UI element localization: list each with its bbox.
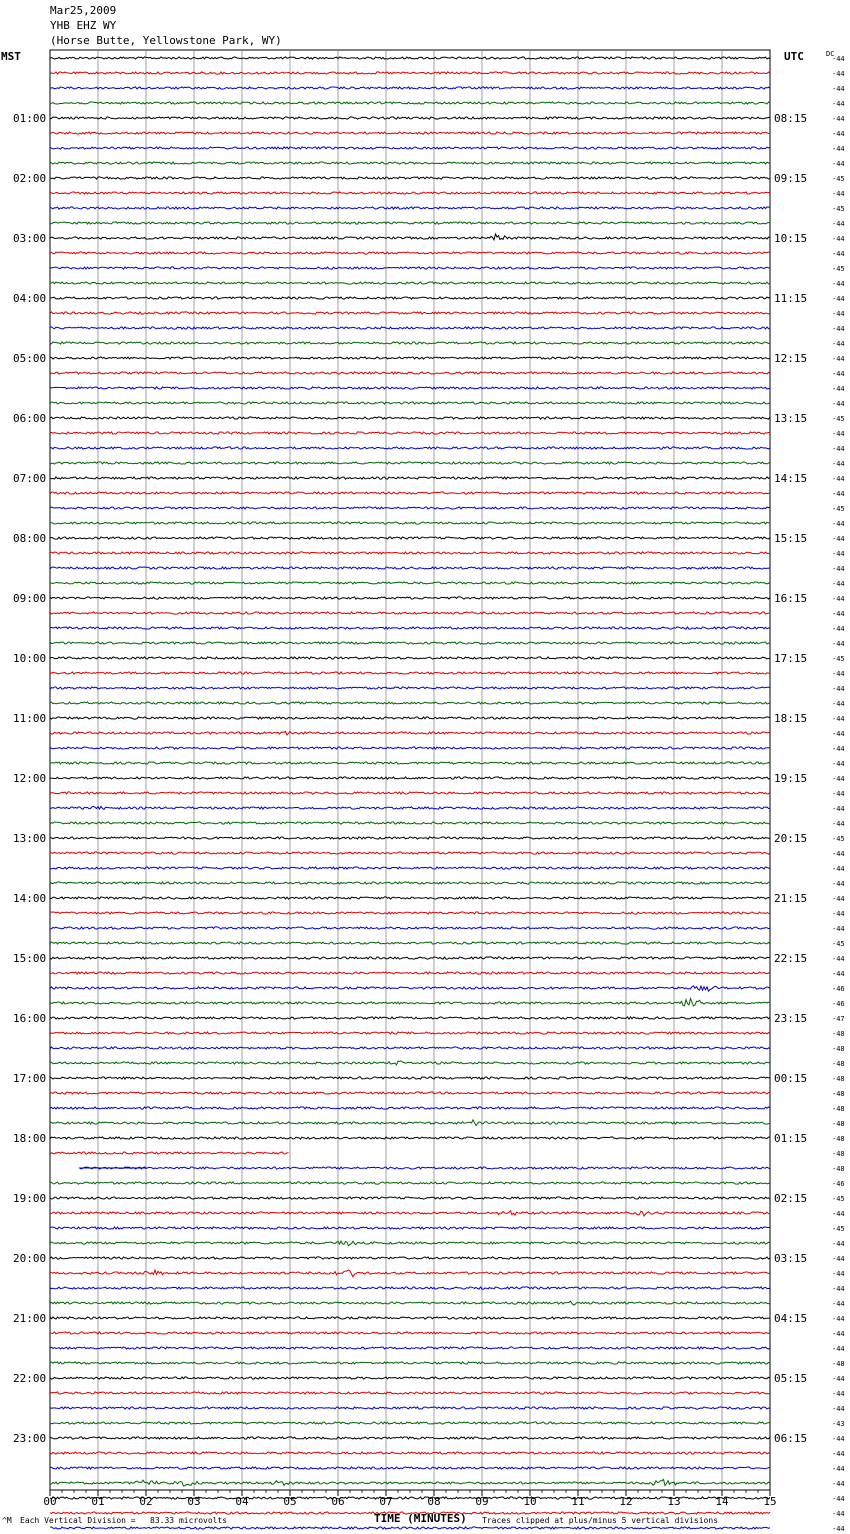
seismic-trace <box>50 597 770 599</box>
seismic-trace <box>50 837 770 839</box>
seismic-trace <box>50 687 770 689</box>
dc-offset-label: -48 <box>832 1060 845 1068</box>
dc-offset-label: -44 <box>832 1270 845 1278</box>
seismic-trace <box>50 1437 770 1439</box>
dc-offset-label: -44 <box>832 1210 845 1218</box>
hour-label-left: 16:00 <box>13 1012 47 1025</box>
dc-offset-label: -44 <box>832 85 845 93</box>
dc-offset-label: -44 <box>832 325 845 333</box>
hour-label-left: 10:00 <box>13 652 47 665</box>
hour-label-left: 01:00 <box>13 112 47 125</box>
seismic-trace <box>50 1152 289 1154</box>
dc-offset-label: -44 <box>832 745 845 753</box>
dc-offset-label: -44 <box>832 55 845 63</box>
hour-label-left: 22:00 <box>13 1372 47 1385</box>
hour-label-right: 16:15 <box>774 592 808 605</box>
x-tick-label: 03 <box>187 1495 201 1508</box>
hour-label-left: 13:00 <box>13 832 47 845</box>
seismic-trace <box>50 402 770 404</box>
seismic-trace <box>50 897 770 899</box>
hour-label-right: 10:15 <box>774 232 808 245</box>
hour-label-right: 21:15 <box>774 892 808 905</box>
x-tick-label: 01 <box>91 1495 105 1508</box>
dc-offset-label: -44 <box>832 370 845 378</box>
seismic-trace <box>50 234 770 240</box>
hour-label-left: 07:00 <box>13 472 47 485</box>
seismic-trace <box>50 1077 770 1079</box>
dc-offset-label: -44 <box>832 865 845 873</box>
dc-offset-label: -44 <box>832 895 845 903</box>
dc-offset-label: -48 <box>832 1045 845 1053</box>
seismic-trace <box>50 627 770 629</box>
dc-offset-label: -44 <box>832 1345 845 1353</box>
dc-offset-label: -44 <box>832 310 845 318</box>
seismic-trace <box>50 1527 770 1529</box>
x-tick-label: 11 <box>571 1495 585 1508</box>
seismic-trace <box>50 447 770 449</box>
dc-offset-label: -44 <box>832 1240 845 1248</box>
dc-offset-label: -48 <box>832 1360 845 1368</box>
hour-label-left: 17:00 <box>13 1072 47 1085</box>
seismic-trace <box>50 806 770 809</box>
seismic-trace <box>50 192 770 194</box>
hour-label-left: 15:00 <box>13 952 47 965</box>
seismic-trace <box>50 1287 770 1289</box>
hour-label-right: 08:15 <box>774 112 808 125</box>
seismic-trace <box>50 492 770 494</box>
seismic-trace <box>50 1032 770 1034</box>
dc-offset-label: -44 <box>832 445 845 453</box>
dc-offset-label: -45 <box>832 1225 845 1233</box>
dc-offset-label: -44 <box>832 925 845 933</box>
x-tick-label: 06 <box>331 1495 345 1508</box>
x-axis-label: TIME (MINUTES) <box>374 1512 467 1525</box>
hour-label-left: 19:00 <box>13 1192 47 1205</box>
seismic-trace <box>50 462 770 464</box>
dc-offset-label: -44 <box>832 1435 845 1443</box>
header-station: YHB EHZ WY <box>50 19 117 32</box>
hour-label-left: 02:00 <box>13 172 47 185</box>
hour-label-left: 23:00 <box>13 1432 47 1445</box>
dc-offset-label: -48 <box>832 1105 845 1113</box>
dc-offset-label: -44 <box>832 385 845 393</box>
seismic-trace <box>50 57 770 59</box>
dc-offset-label: -44 <box>832 520 845 528</box>
hour-label-right: 04:15 <box>774 1312 808 1325</box>
dc-offset-label: -44 <box>832 190 845 198</box>
seismic-trace <box>50 1332 770 1334</box>
seismic-trace <box>50 162 770 164</box>
x-tick-label: 13 <box>667 1495 681 1508</box>
x-tick-label: 02 <box>139 1495 153 1508</box>
dc-offset-label: -44 <box>832 100 845 108</box>
dc-offset-label: -44 <box>832 1480 845 1488</box>
hour-label-right: 00:15 <box>774 1072 808 1085</box>
hour-label-left: 06:00 <box>13 412 47 425</box>
dc-offset-label: -44 <box>832 730 845 738</box>
hour-label-right: 11:15 <box>774 292 808 305</box>
hour-label-right: 17:15 <box>774 652 808 665</box>
dc-offset-label: -44 <box>832 700 845 708</box>
seismic-trace <box>50 998 770 1006</box>
dc-offset-label: -44 <box>832 805 845 813</box>
dc-offset-label: -44 <box>832 130 845 138</box>
seismic-trace <box>50 327 770 329</box>
seismic-trace <box>50 267 770 269</box>
seismic-trace <box>50 582 770 584</box>
seismic-trace <box>50 1092 770 1094</box>
seismic-trace <box>50 1270 770 1277</box>
seismic-trace <box>50 1347 770 1349</box>
seismic-trace <box>50 1317 770 1319</box>
dc-offset-label: -44 <box>832 475 845 483</box>
dc-offset-label: -44 <box>832 430 845 438</box>
dc-offset-label: -48 <box>832 1090 845 1098</box>
dc-offset-label: -44 <box>832 760 845 768</box>
dc-offset-label: -44 <box>832 1405 845 1413</box>
seismic-trace <box>50 132 770 134</box>
hour-label-right: 03:15 <box>774 1252 808 1265</box>
hour-label-left: 09:00 <box>13 592 47 605</box>
dc-offset-label: -44 <box>832 280 845 288</box>
dc-offset-label: -43 <box>832 1420 845 1428</box>
dc-offset-label: -44 <box>832 580 845 588</box>
dc-offset-label: -44 <box>832 1255 845 1263</box>
hour-label-left: 18:00 <box>13 1132 47 1145</box>
dc-offset-label: -44 <box>832 70 845 78</box>
dc-offset-label: -44 <box>832 1450 845 1458</box>
dc-offset-label: -44 <box>832 610 845 618</box>
x-tick-label: 05 <box>283 1495 297 1508</box>
seismic-trace <box>50 822 770 824</box>
seismic-trace <box>50 1467 770 1469</box>
seismic-trace <box>50 942 770 944</box>
seismic-trace <box>50 1107 770 1109</box>
dc-offset-label: -44 <box>832 1510 845 1518</box>
seismic-trace <box>50 912 770 914</box>
dc-offset-label: -48 <box>832 1120 845 1128</box>
seismic-trace <box>50 282 770 284</box>
dc-offset-label: -44 <box>832 955 845 963</box>
x-tick-label: 04 <box>235 1495 249 1508</box>
seismic-trace <box>50 1452 770 1454</box>
hour-label-left: 11:00 <box>13 712 47 725</box>
dc-offset-label: -44 <box>832 400 845 408</box>
right-timezone-label: UTC <box>784 50 804 63</box>
x-tick-label: 14 <box>715 1495 729 1508</box>
seismic-trace <box>50 957 770 959</box>
seismic-trace <box>50 357 770 359</box>
seismic-trace <box>50 312 770 314</box>
dc-offset-label: -44 <box>832 715 845 723</box>
seismic-trace <box>50 852 770 854</box>
dc-offset-label: -46 <box>832 985 845 993</box>
dc-offset-label: -45 <box>832 265 845 273</box>
dc-offset-label: -46 <box>832 1180 845 1188</box>
seismic-trace <box>50 552 770 554</box>
dc-offset-label: -44 <box>832 850 845 858</box>
seismic-trace <box>50 1392 770 1394</box>
dc-offset-label: -45 <box>832 175 845 183</box>
dc-offset-label: -44 <box>832 160 845 168</box>
seismic-trace <box>50 387 770 389</box>
dc-offset-label: -48 <box>832 1150 845 1158</box>
seismic-trace <box>50 417 770 419</box>
seismic-trace <box>50 1227 770 1229</box>
header-date: Mar25,2009 <box>50 4 117 17</box>
dc-offset-label: -44 <box>832 625 845 633</box>
hour-label-right: 15:15 <box>774 532 808 545</box>
x-tick-label: 10 <box>523 1495 537 1508</box>
seismic-trace <box>50 1407 770 1409</box>
dc-offset-label: -44 <box>832 1390 845 1398</box>
seismic-trace <box>50 1061 770 1065</box>
seismic-trace <box>50 252 770 254</box>
dc-header-label: DC <box>826 50 835 58</box>
seismic-trace <box>50 1017 770 1019</box>
seismic-trace <box>50 372 770 374</box>
hour-label-left: 14:00 <box>13 892 47 905</box>
seismic-trace <box>50 87 770 89</box>
seismic-trace <box>50 612 770 614</box>
dc-offset-label: -44 <box>832 145 845 153</box>
seismic-trace <box>50 986 770 991</box>
hour-label-right: 01:15 <box>774 1132 808 1145</box>
seismic-trace <box>50 867 770 869</box>
x-tick-label: 09 <box>475 1495 489 1508</box>
seismic-trace <box>50 972 770 974</box>
scale-note: Each Vertical Division = 83.33 microvolts <box>20 1516 228 1525</box>
seismic-trace <box>50 522 770 524</box>
hour-label-left: 21:00 <box>13 1312 47 1325</box>
dc-offset-label: -44 <box>832 820 845 828</box>
dc-offset-label: -44 <box>832 775 845 783</box>
seismic-trace <box>50 177 770 179</box>
dc-offset-label: -44 <box>832 1375 845 1383</box>
seismic-trace <box>50 792 770 794</box>
x-tick-label: 00 <box>43 1495 57 1508</box>
seismic-trace <box>50 1422 770 1424</box>
seismic-trace <box>50 1241 770 1246</box>
seismic-trace <box>50 1047 770 1049</box>
seismic-trace <box>50 1137 770 1139</box>
seismic-trace <box>50 567 770 569</box>
hour-label-right: 20:15 <box>774 832 808 845</box>
dc-offset-label: -46 <box>832 1000 845 1008</box>
seismic-trace <box>50 117 770 119</box>
seismic-trace <box>50 147 770 149</box>
seismic-trace <box>50 1377 770 1379</box>
seismic-trace <box>50 882 770 884</box>
dc-offset-label: -44 <box>832 670 845 678</box>
hour-label-right: 18:15 <box>774 712 808 725</box>
hour-label-right: 09:15 <box>774 172 808 185</box>
dc-offset-label: -44 <box>832 880 845 888</box>
seismic-trace <box>50 1197 770 1199</box>
dc-offset-label: -45 <box>832 835 845 843</box>
seismic-trace <box>50 297 770 299</box>
dc-offset-label: -44 <box>832 1315 845 1323</box>
dc-offset-label: -45 <box>832 505 845 513</box>
dc-offset-label: -44 <box>832 295 845 303</box>
dc-offset-label: -48 <box>832 1165 845 1173</box>
dc-offset-label: -45 <box>832 655 845 663</box>
dc-offset-label: -44 <box>832 535 845 543</box>
seismic-trace <box>50 1497 770 1499</box>
hour-label-right: 06:15 <box>774 1432 808 1445</box>
seismic-trace <box>50 657 770 659</box>
dc-offset-label: -44 <box>832 115 845 123</box>
seismic-trace <box>50 507 770 509</box>
dc-offset-label: -44 <box>832 565 845 573</box>
dc-offset-label: -45 <box>832 1195 845 1203</box>
dc-offset-label: -45 <box>832 940 845 948</box>
dc-offset-label: -44 <box>832 235 845 243</box>
seismic-trace <box>50 432 770 434</box>
seismic-trace <box>50 1479 770 1486</box>
hour-label-right: 13:15 <box>774 412 808 425</box>
hour-label-left: 05:00 <box>13 352 47 365</box>
hour-label-left: 12:00 <box>13 772 47 785</box>
dc-offset-label: -48 <box>832 1075 845 1083</box>
hour-label-right: 12:15 <box>774 352 808 365</box>
dc-offset-label: -44 <box>832 1495 845 1503</box>
dc-offset-label: -44 <box>832 355 845 363</box>
hour-label-left: 20:00 <box>13 1252 47 1265</box>
seismic-trace <box>50 702 770 704</box>
hour-label-left: 04:00 <box>13 292 47 305</box>
dc-offset-label: -48 <box>832 1135 845 1143</box>
clip-note: Traces clipped at plus/minus 5 vertical divisions <box>482 1516 719 1525</box>
seismic-trace <box>50 1211 770 1216</box>
dc-offset-label: -44 <box>832 550 845 558</box>
dc-offset-label: -44 <box>832 1330 845 1338</box>
hour-label-right: 14:15 <box>774 472 808 485</box>
seismic-trace <box>50 72 770 74</box>
hour-label-right: 22:15 <box>774 952 808 965</box>
left-timezone-label: MST <box>1 50 21 63</box>
seismic-trace <box>50 642 770 644</box>
x-tick-label: 12 <box>619 1495 633 1508</box>
x-tick-label: 07 <box>379 1495 393 1508</box>
seismic-trace <box>50 1301 770 1305</box>
dc-offset-label: -44 <box>832 220 845 228</box>
x-tick-label: 08 <box>427 1495 441 1508</box>
hour-label-right: 02:15 <box>774 1192 808 1205</box>
dc-offset-label: -48 <box>832 1030 845 1038</box>
seismic-trace <box>50 777 770 779</box>
dc-offset-label: -44 <box>832 1285 845 1293</box>
seismic-trace <box>50 207 770 209</box>
seismic-trace <box>50 537 770 539</box>
seismic-trace <box>50 672 770 674</box>
seismic-trace <box>50 1182 770 1184</box>
dc-offset-label: -44 <box>832 910 845 918</box>
seismic-trace <box>50 747 770 749</box>
dc-offset-label: -47 <box>832 1015 845 1023</box>
dc-offset-label: -44 <box>832 250 845 258</box>
dc-offset-label: -44 <box>832 1300 845 1308</box>
dc-offset-label: -44 <box>832 1525 845 1533</box>
dc-offset-label: -44 <box>832 790 845 798</box>
dc-offset-label: -44 <box>832 685 845 693</box>
dc-offset-label: -44 <box>832 970 845 978</box>
seismic-trace <box>50 762 770 764</box>
hour-label-right: 23:15 <box>774 1012 808 1025</box>
seismic-trace <box>50 477 770 479</box>
corner-mark: ^M <box>2 1516 12 1525</box>
dc-offset-label: -44 <box>832 1465 845 1473</box>
x-tick-label: 15 <box>763 1495 777 1508</box>
seismic-trace <box>50 1120 770 1126</box>
seismic-trace <box>50 732 770 736</box>
seismic-trace <box>50 1362 770 1364</box>
hour-label-left: 08:00 <box>13 532 47 545</box>
seismic-trace <box>50 717 770 719</box>
seismic-trace <box>50 222 770 224</box>
hour-label-right: 19:15 <box>774 772 808 785</box>
dc-offset-label: -44 <box>832 595 845 603</box>
dc-offset-label: -44 <box>832 640 845 648</box>
dc-offset-label: -44 <box>832 340 845 348</box>
seismic-trace <box>50 342 770 344</box>
hour-label-left: 03:00 <box>13 232 47 245</box>
dc-offset-label: -45 <box>832 205 845 213</box>
seismic-trace <box>50 1257 770 1259</box>
dc-offset-label: -45 <box>832 415 845 423</box>
dc-offset-label: -44 <box>832 490 845 498</box>
dc-offset-label: -44 <box>832 460 845 468</box>
seismic-trace <box>80 1167 770 1169</box>
hour-label-right: 05:15 <box>774 1372 808 1385</box>
header-location: (Horse Butte, Yellowstone Park, WY) <box>50 34 282 47</box>
seismic-trace <box>50 927 770 929</box>
seismic-trace <box>50 102 770 104</box>
